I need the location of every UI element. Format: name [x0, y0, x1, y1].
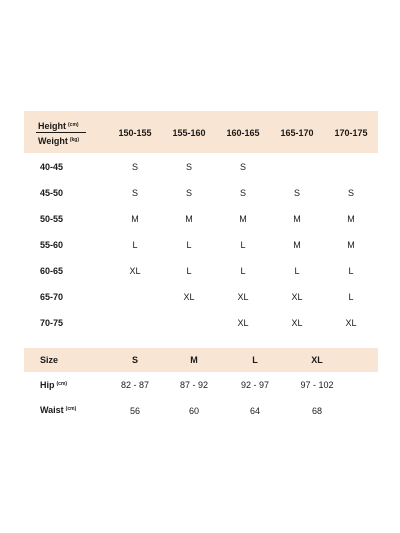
hip-value: 97 - 102 [300, 380, 334, 390]
size-cell: L [294, 266, 300, 276]
size-cell: L [186, 240, 192, 250]
height-column-header: 160-165 [226, 128, 260, 138]
size-column-header: M [190, 355, 198, 365]
size-cell: S [131, 162, 138, 172]
size-cell: M [239, 214, 247, 224]
height-column-header: 150-155 [118, 128, 152, 138]
size-cell: XL [291, 318, 303, 328]
height-unit: (cm) [68, 122, 79, 128]
height-label: Height $^{(cm)}$ [38, 121, 79, 131]
size-cell: XL [237, 292, 249, 302]
height-column-header: 165-170 [280, 128, 314, 138]
weight-label: Weight $^{(kg)}$ [38, 136, 80, 146]
weight-row-label: 40-45 [40, 162, 64, 172]
hip-value: 92 - 97 [240, 380, 270, 390]
size-cell: XL [129, 266, 141, 276]
hip-unit: (cm) [56, 381, 68, 387]
size-cell: M [185, 214, 193, 224]
size-column-header: L [252, 355, 258, 365]
height-weight-corner-cell [38, 121, 90, 147]
size-column-header: S [131, 355, 138, 365]
size-cell: M [347, 240, 355, 250]
hip-value: 87 - 92 [179, 380, 209, 390]
size-cell: S [185, 162, 192, 172]
weight-unit: (kg) [69, 137, 80, 143]
weight-row-label: 50-55 [40, 214, 64, 224]
size-cell: XL [237, 318, 249, 328]
size-cell: L [132, 240, 138, 250]
size-header-label: Size [40, 355, 59, 365]
weight-row-label: 70-75 [40, 318, 64, 328]
hip-row-label: Hip $^{(cm)}$ [40, 380, 68, 390]
size-cell: L [240, 266, 246, 276]
size-cell: S [185, 188, 192, 198]
size-cell: XL [345, 318, 357, 328]
waist-unit: (cm) [65, 406, 77, 412]
size-cell: S [293, 188, 300, 198]
size-column-header: XL [311, 355, 323, 365]
size-cell: M [293, 214, 301, 224]
size-cell: L [186, 266, 192, 276]
waist-value: 60 [188, 406, 199, 416]
size-cell: M [131, 214, 139, 224]
size-cell: L [348, 292, 354, 302]
size-cell: L [240, 240, 246, 250]
weight-row-label: 65-70 [40, 292, 64, 302]
corner-divider [36, 132, 86, 133]
size-cell: XL [291, 292, 303, 302]
height-column-header: 170-175 [334, 128, 368, 138]
waist-value: 56 [129, 406, 140, 416]
size-cell: S [131, 188, 138, 198]
waist-value: 68 [311, 406, 322, 416]
size-cell: S [239, 188, 246, 198]
height-column-header: 155-160 [172, 128, 206, 138]
waist-value: 64 [249, 406, 260, 416]
size-cell: M [293, 240, 301, 250]
waist-row-label: Waist $^{(cm)}$ [40, 405, 77, 415]
weight-row-label: 45-50 [40, 188, 64, 198]
hip-value: 82 - 87 [120, 380, 150, 390]
size-cell: S [347, 188, 354, 198]
size-cell: S [239, 162, 246, 172]
weight-row-label: 60-65 [40, 266, 64, 276]
size-cell: L [348, 266, 354, 276]
weight-row-label: 55-60 [40, 240, 64, 250]
size-cell: XL [183, 292, 195, 302]
size-cell: M [347, 214, 355, 224]
